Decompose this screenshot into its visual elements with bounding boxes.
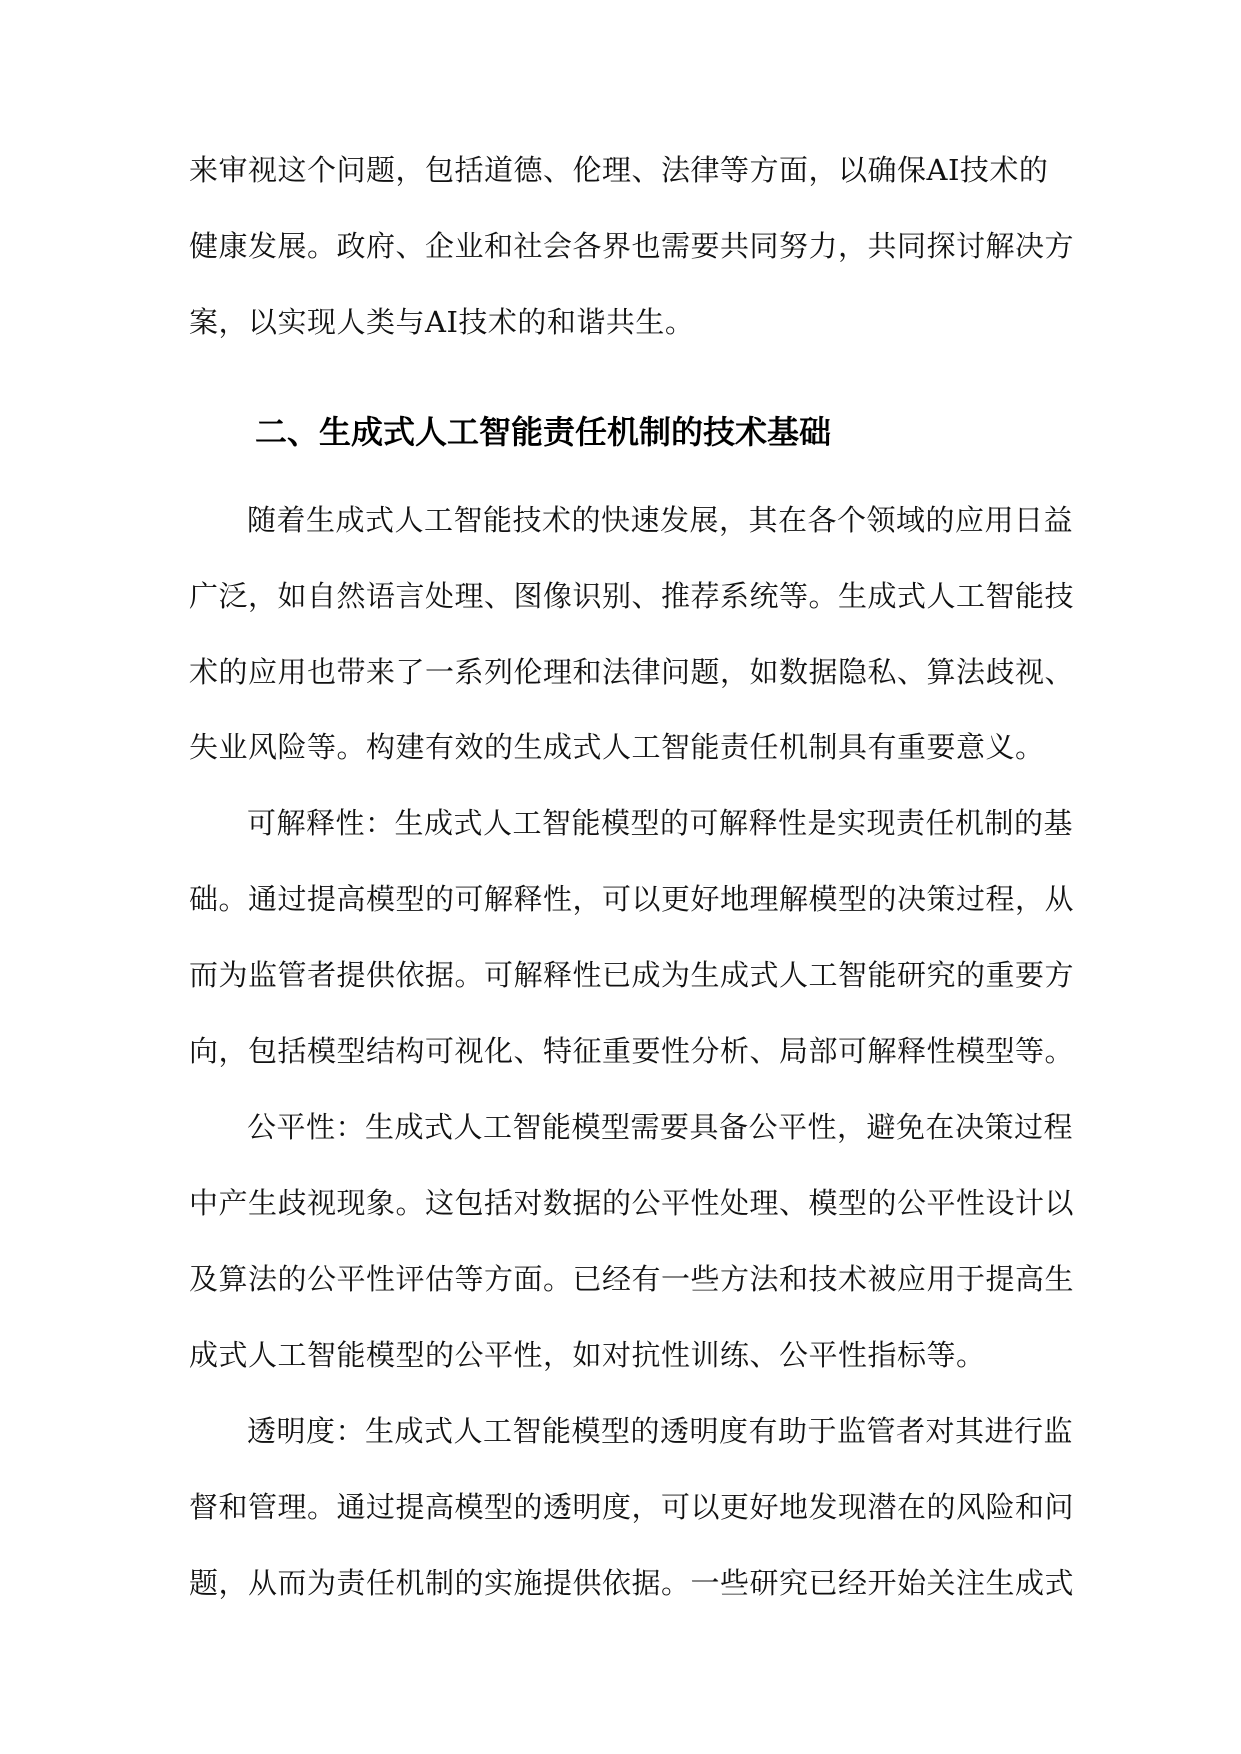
paragraph-line: 础。通过提高模型的可解释性，可以更好地理解模型的决策过程，从 — [189, 882, 1075, 916]
paragraph-line: 成式人工智能模型的公平性，如对抗性训练、公平性指标等。 — [189, 1338, 986, 1372]
section-heading: 二、生成式人工智能责任机制的技术基础 — [255, 413, 832, 451]
paragraph-line: 及算法的公平性评估等方面。已经有一些方法和技术被应用于提高生 — [189, 1262, 1075, 1296]
paragraph-line: 失业风险等。构建有效的生成式人工智能责任机制具有重要意义。 — [189, 730, 1045, 764]
paragraph-line: 可解释性：生成式人工智能模型的可解释性是实现责任机制的基 — [247, 806, 1074, 840]
paragraph-line: 中产生歧视现象。这包括对数据的公平性处理、模型的公平性设计以 — [189, 1186, 1075, 1220]
paragraph-line: 术的应用也带来了一系列伦理和法律问题，如数据隐私、算法歧视、 — [189, 655, 1075, 689]
paragraph-line: 来审视这个问题，包括道德、伦理、法律等方面，以确保AI技术的 — [189, 153, 1049, 187]
paragraph-line: 健康发展。政府、企业和社会各界也需要共同努力，共同探讨解决方 — [189, 229, 1075, 263]
paragraph-line: 题，从而为责任机制的实施提供依据。一些研究已经开始关注生成式 — [189, 1566, 1075, 1600]
paragraph-line: 案，以实现人类与AI技术的和谐共生。 — [189, 305, 695, 339]
paragraph-line: 公平性：生成式人工智能模型需要具备公平性，避免在决策过程 — [247, 1110, 1074, 1144]
paragraph-line: 督和管理。通过提高模型的透明度，可以更好地发现潜在的风险和问 — [189, 1490, 1075, 1524]
paragraph-line: 随着生成式人工智能技术的快速发展，其在各个领域的应用日益 — [247, 503, 1074, 537]
paragraph-line: 透明度：生成式人工智能模型的透明度有助于监管者对其进行监 — [247, 1414, 1074, 1448]
paragraph-line: 广泛，如自然语言处理、图像识别、推荐系统等。生成式人工智能技 — [189, 579, 1075, 613]
paragraph-line: 而为监管者提供依据。可解释性已成为生成式人工智能研究的重要方 — [189, 958, 1075, 992]
paragraph-line: 向，包括模型结构可视化、特征重要性分析、局部可解释性模型等。 — [189, 1034, 1075, 1068]
